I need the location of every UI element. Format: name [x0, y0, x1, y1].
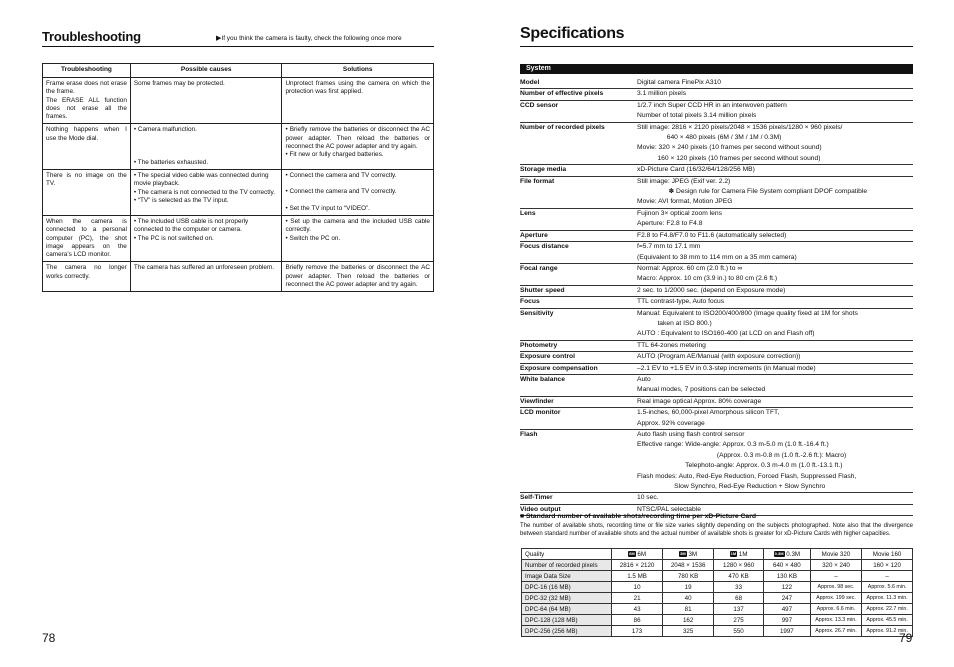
spec-value-line: –2.1 EV to +1.5 EV in 0.3-step increments (in Manual mode) — [637, 364, 816, 372]
row-label: DPC-32 (32 MB) — [522, 593, 612, 604]
spec-value-line: Auto flash using flash control sensor — [637, 431, 745, 438]
table-row — [522, 626, 913, 637]
problem-text: The ERASE ALL function does not erase all the frames. — [46, 96, 127, 121]
spec-label: Exposure compensation — [520, 364, 598, 372]
spec-value — [637, 286, 913, 296]
spec-value-line: F2.8 to F4.8/F7.0 to F11.6 (automatically selected) — [637, 231, 787, 239]
quality-mode-icon: 0.3M — [774, 550, 784, 556]
table-cell: Approx. 91.2 min. — [862, 626, 913, 637]
solution-text: Unprotect frames using the camera on which the protection was first applied. — [285, 80, 430, 96]
table-cell: 68 — [714, 593, 764, 604]
spec-value — [637, 493, 913, 503]
spec-row — [520, 493, 913, 504]
spec-label: Self-Timer — [520, 494, 553, 502]
cause-text: • The PC is not switched on. — [133, 234, 214, 242]
problem-cell — [43, 78, 131, 124]
spec-row — [520, 231, 913, 242]
cause-text: Some frames may be protected. — [133, 80, 225, 87]
spec-value-line: Movie: AVI format, Motion JPEG — [637, 198, 733, 206]
spec-value-line: 2 sec. to 1/2000 sec. (depend on Exposure mode) — [637, 286, 786, 294]
spec-value — [637, 408, 913, 429]
table-row — [522, 615, 913, 626]
table-cell: Approx. 22.7 min. — [862, 604, 913, 615]
table-cell: 33 — [714, 582, 764, 593]
spec-value-line: 640 × 480 pixels (6M / 3M / 1M / 0.3M) — [637, 134, 782, 142]
quality-label: 1M — [737, 550, 748, 558]
row-label: DPC-64 (64 MB) — [522, 604, 612, 615]
column-header: Troubleshooting — [43, 64, 131, 78]
quality-label: 6M — [635, 550, 647, 558]
cause-text: • The special video cable was connected during movie playback. — [133, 172, 269, 188]
spec-value-line: NTSC/PAL selectable — [637, 505, 701, 513]
spec-row — [520, 101, 913, 123]
quality-column-header — [810, 549, 861, 560]
table-row — [522, 571, 913, 582]
problem-text: When the camera is connected to a personal computer (PC), the shot image appears on the camera’s LCD monitor. — [46, 217, 127, 259]
table-cell: 247 — [764, 593, 811, 604]
solution-cell — [282, 78, 434, 124]
spec-value-line: Effective range: Wide-angle: Approx. 0.3 m-5.0 m (1.0 ft.-16.4 ft.) — [637, 441, 829, 449]
spec-value — [637, 309, 913, 340]
cause-cell — [130, 170, 282, 216]
quality-column-header — [764, 549, 811, 560]
spec-value — [637, 89, 913, 99]
cause-cell — [130, 78, 282, 124]
table-cell: Approx. 11.3 min. — [862, 593, 913, 604]
spec-value-line: TTL 64-zones metering — [637, 341, 706, 349]
table-cell: Approx. 5.6 min. — [862, 582, 913, 593]
row-label: Image Data Size — [522, 571, 612, 582]
cause-cell — [130, 124, 282, 170]
spec-row — [520, 177, 913, 209]
spec-value-line: TTL contrast-type, Auto focus — [637, 298, 725, 306]
quality-label: Movie 160 — [872, 550, 902, 558]
spec-label: Sensitivity — [520, 309, 554, 317]
table-cell: 10 — [612, 582, 663, 593]
spec-value — [637, 78, 913, 88]
table-cell: Approx. 199 sec. — [810, 593, 861, 604]
solution-text — [285, 180, 430, 188]
spec-label: Number of effective pixels — [520, 90, 604, 98]
title-divider — [42, 46, 434, 47]
cause-cell — [130, 262, 282, 292]
spec-label: Number of recorded pixels — [520, 123, 605, 131]
spec-row — [520, 430, 913, 493]
spec-row — [520, 78, 913, 89]
spec-label: Focus distance — [520, 243, 569, 251]
quality-label: 0.3M — [784, 550, 801, 558]
spec-row — [520, 364, 913, 375]
quality-column-header — [862, 549, 913, 560]
table-cell: 470 KB — [714, 571, 764, 582]
cause-text — [134, 151, 279, 159]
title-divider — [520, 46, 913, 47]
table-cell: 130 KB — [764, 571, 811, 582]
cause-text: • “TV” is selected as the TV input. — [133, 196, 229, 204]
spec-label: Lens — [520, 209, 536, 217]
table-row — [522, 582, 913, 593]
table-cell: 997 — [764, 615, 811, 626]
page-number: 79 — [899, 631, 913, 645]
spec-value-line: Digital camera FinePix A310 — [637, 79, 722, 86]
spec-value — [637, 352, 913, 362]
spec-row — [520, 242, 913, 264]
spec-row — [520, 286, 913, 297]
row-label: DPC-16 (16 MB) — [522, 582, 612, 593]
standard-title: ■ Standard number of available shots/recording time per xD-Picture Card — [520, 513, 757, 520]
spec-value-line: 1.5-inches, 60,000-pixel Amorphous silicon TFT, — [637, 409, 780, 417]
spec-label: Video output — [520, 505, 561, 513]
spec-label: Model — [520, 79, 540, 86]
table-cell: 780 KB — [663, 571, 714, 582]
spec-value-line: Still image: JPEG (Exif ver. 2.2) — [637, 177, 731, 185]
solution-text: • Switch the PC on. — [285, 234, 341, 242]
spec-value-line: AUTO : Equivalent to ISO160-400 (at LCD on and Flash off) — [637, 330, 815, 338]
spec-value — [637, 341, 913, 351]
table-cell: 1280 × 960 — [714, 560, 764, 571]
cause-text: • The camera is not connected to the TV correctly. — [133, 188, 275, 196]
cause-text — [134, 135, 279, 143]
solution-text: • Connect the camera and TV correctly. — [285, 188, 397, 196]
table-cell: 497 — [764, 604, 811, 615]
spec-value — [637, 123, 913, 165]
solution-text: • Connect the camera and TV correctly. — [285, 172, 397, 180]
table-row — [522, 604, 913, 615]
spec-value — [637, 101, 913, 122]
spec-value — [637, 430, 913, 492]
table-cell: 21 — [612, 593, 663, 604]
spec-value-line: xD-Picture Card (16/32/64/128/256 MB) — [637, 166, 755, 174]
page-title: Specifications — [520, 25, 625, 42]
spec-value — [637, 231, 913, 241]
spec-value-line: (Equivalent to 38 mm to 114 mm on a 35 mm camera) — [637, 253, 797, 261]
hint-text — [216, 34, 402, 42]
spec-value-line: taken at ISO 800.) — [637, 319, 712, 327]
spec-row — [520, 89, 913, 100]
page-number: 78 — [42, 631, 56, 645]
quality-column-header — [612, 549, 663, 560]
table-row — [43, 262, 434, 292]
spec-value-line: 1/2.7 inch Super CCD HR in an interwoven pattern — [637, 101, 787, 109]
quality-mode-icon: 1M — [730, 550, 737, 556]
standard-note: The number of available shots, recording time or file size varies slightly depending on the subjects photographed. Note also that the divergence between standard number of available shots and the actual number of available shots is greater for xD-Picture Cards with higher capacities. — [520, 523, 913, 538]
spec-row — [520, 209, 913, 231]
quality-column-header — [714, 549, 764, 560]
capacity-table — [521, 548, 913, 637]
spec-label: File format — [520, 177, 555, 185]
table-cell: 320 × 240 — [810, 560, 861, 571]
table-cell: 550 — [714, 626, 764, 637]
table-row — [522, 560, 913, 571]
spec-label: Exposure control — [520, 353, 575, 361]
table-cell: 40 — [663, 593, 714, 604]
spec-value-line: Manual: Equivalent to ISO200/400/800 (Image quality fixed at 1M for shots — [637, 309, 858, 317]
spec-label: Aperture — [520, 231, 548, 239]
table-cell: Approx. 98 sec. — [810, 582, 861, 593]
cause-text: • Camera malfunction. — [133, 126, 197, 134]
spec-value-line: Aperture: F2.8 to F4.8 — [637, 220, 703, 228]
spec-row — [520, 375, 913, 397]
table-cell: 137 — [714, 604, 764, 615]
spec-row — [520, 264, 913, 286]
problem-cell — [43, 215, 131, 261]
spec-value-line: Telephoto-angle: Approx. 0.3 m-4.0 m (1.0 ft.-13.1 ft.) — [637, 462, 843, 470]
row-label: DPC-128 (128 MB) — [522, 615, 612, 626]
spec-row — [520, 297, 913, 308]
table-cell: 19 — [663, 582, 714, 593]
cause-text: • The batteries exhausted. — [133, 158, 209, 166]
cause-cell — [130, 215, 282, 261]
spec-value — [637, 364, 913, 374]
spec-label: Shutter speed — [520, 286, 565, 294]
table-row — [43, 78, 434, 124]
spec-value-line: Slow Synchro, Red-Eye Reduction + Slow Synchro — [637, 483, 826, 491]
table-cell: 173 — [612, 626, 663, 637]
column-header: Solutions — [282, 64, 434, 78]
table-row — [43, 170, 434, 216]
problem-cell — [43, 262, 131, 292]
solution-cell — [282, 124, 434, 170]
problem-cell — [43, 170, 131, 216]
spec-value-line: Flash modes: Auto, Red-Eye Reduction, Forced Flash, Suppressed Flash, — [637, 472, 857, 480]
spec-list — [520, 78, 913, 516]
problem-text: Frame erase does not erase the frame. — [46, 80, 127, 96]
quality-label: Movie 320 — [821, 550, 851, 558]
column-header: Possible causes — [130, 64, 282, 78]
problem-text: The camera no longer works correctly. — [46, 264, 127, 280]
spec-value-line: f=5.7 mm to 17.1 mm — [637, 243, 701, 251]
table-cell: – — [810, 571, 861, 582]
spec-row — [520, 408, 913, 430]
cause-text — [134, 143, 279, 151]
table-cell: 81 — [663, 604, 714, 615]
table-cell: Approx. 26.7 min. — [810, 626, 861, 637]
spec-value-line: Normal: Approx. 60 cm (2.0 ft.) to ∞ — [637, 264, 743, 272]
quality-header: Quality — [522, 549, 612, 560]
table-row — [43, 124, 434, 170]
spec-label: Storage media — [520, 166, 567, 174]
table-cell: 122 — [764, 582, 811, 593]
spec-label: CCD sensor — [520, 101, 559, 109]
cause-text: • The included USB cable is not properly connected to the computer or camera. — [133, 217, 249, 234]
solution-text: • Briefly remove the batteries or disconnect the AC power adapter. Then reload the batteries or reconnect the AC power adapter and try again. — [285, 126, 430, 151]
spec-label: Photometry — [520, 341, 558, 349]
spec-value-line: Manual modes, 7 positions can be selected — [637, 386, 766, 394]
table-cell: Approx. 13.3 min. — [810, 615, 861, 626]
table-cell: 43 — [612, 604, 663, 615]
spec-value-line: 160 × 120 pixels (10 frames per second without sound) — [637, 154, 821, 162]
spec-value — [637, 397, 913, 407]
row-label: DPC-256 (256 MB) — [522, 626, 612, 637]
spec-value — [637, 177, 913, 208]
spec-value-line: Macro: Approx. 10 cm (3.9 in.) to 80 cm (2.6 ft.) — [637, 275, 778, 283]
quality-label: 3M — [686, 550, 698, 558]
solution-text: Briefly remove the batteries or disconnect the AC power adapter. Then reload the batteries or reconnect the AC power adapter and try again. — [285, 264, 430, 289]
solution-text: • Fit new or fully charged batteries. — [285, 151, 384, 159]
table-cell: 1.5 MB — [612, 571, 663, 582]
troubleshooting-table — [42, 63, 434, 292]
page-title: Troubleshooting — [42, 29, 141, 44]
quality-column-header — [663, 549, 714, 560]
spec-label: Viewfinder — [520, 397, 554, 405]
table-cell: 2816 × 2120 — [612, 560, 663, 571]
right-page — [477, 0, 954, 667]
cause-text: The camera has suffered an unforeseen problem. — [133, 264, 275, 272]
table-cell: 640 × 480 — [764, 560, 811, 571]
hint-label: If you think the camera is faulty, check the following once more — [221, 35, 402, 42]
spec-row — [520, 397, 913, 408]
spec-value-line: 3.1 million pixels — [637, 90, 687, 98]
table-cell: Approx. 6.6 min. — [810, 604, 861, 615]
quality-mode-icon: 3M — [680, 550, 686, 556]
spec-value-line: AUTO (Program AE/Manual (with exposure correction)) — [637, 353, 801, 361]
spec-row — [520, 352, 913, 363]
spec-label: Focus — [520, 298, 540, 306]
table-header-row — [522, 549, 913, 560]
table-cell: 162 — [663, 615, 714, 626]
spec-label: LCD monitor — [520, 409, 561, 417]
spec-value — [637, 242, 913, 263]
spec-value — [637, 209, 913, 230]
spec-value-line: Movie: 320 × 240 pixels (10 frames per second without sound) — [637, 144, 822, 152]
table-row — [43, 215, 434, 261]
spec-value — [637, 264, 913, 285]
solution-text — [285, 197, 430, 205]
table-cell: 325 — [663, 626, 714, 637]
spec-value — [637, 297, 913, 307]
spec-row — [520, 341, 913, 352]
table-cell: Approx. 45.5 min. — [862, 615, 913, 626]
spec-label: White balance — [520, 375, 565, 383]
spec-value-line: 10 sec. — [637, 494, 659, 502]
table-cell: 86 — [612, 615, 663, 626]
table-cell: 160 × 120 — [862, 560, 913, 571]
quality-mode-icon: 6M — [629, 550, 635, 556]
problem-text: Nothing happens when I use the Mode dial. — [46, 126, 127, 142]
solution-cell — [282, 262, 434, 292]
solution-cell — [282, 170, 434, 216]
spec-value-line: Real image optical Approx. 80% coverage — [637, 397, 762, 405]
spec-label: Flash — [520, 431, 538, 438]
spec-row — [520, 123, 913, 166]
spec-row — [520, 165, 913, 176]
row-label: Number of recorded pixels — [522, 560, 612, 571]
problem-text: There is no image on the TV. — [46, 172, 127, 188]
table-cell: 2048 × 1536 — [663, 560, 714, 571]
spec-row — [520, 309, 913, 341]
spec-value-line: Fujinon 3× optical zoom lens — [637, 209, 722, 217]
spec-value — [637, 165, 913, 175]
section-heading: System — [520, 64, 913, 74]
spec-value-line: Auto — [637, 375, 651, 383]
solution-text: • Set up the camera and the included USB cable correctly. — [285, 217, 430, 234]
solution-cell — [282, 215, 434, 261]
spec-value-line: Approx. 92% coverage — [637, 419, 705, 427]
arrow-right-icon: ▶ — [216, 35, 222, 42]
table-cell: – — [862, 571, 913, 582]
spec-value-line: ✽ Design rule for Camera File System compliant DPOF compatible — [637, 188, 868, 196]
spec-value-line: (Approx. 0.3 m-0.8 m (1.0 ft.-2.6 ft.): Macro) — [637, 451, 847, 459]
table-cell: 275 — [714, 615, 764, 626]
spec-label: Focal range — [520, 264, 558, 272]
table-row — [522, 593, 913, 604]
table-cell: 1997 — [764, 626, 811, 637]
problem-cell — [43, 124, 131, 170]
solution-text: • Set the TV input to “VIDEO”. — [285, 204, 370, 212]
spec-value — [637, 375, 913, 396]
spec-value-line: Number of total pixels 3.14 million pixels — [637, 112, 757, 120]
table-header-row — [43, 64, 434, 78]
spec-value-line: Still image: 2816 × 2120 pixels/2048 × 1536 pixels/1280 × 960 pixels/ — [637, 123, 843, 131]
